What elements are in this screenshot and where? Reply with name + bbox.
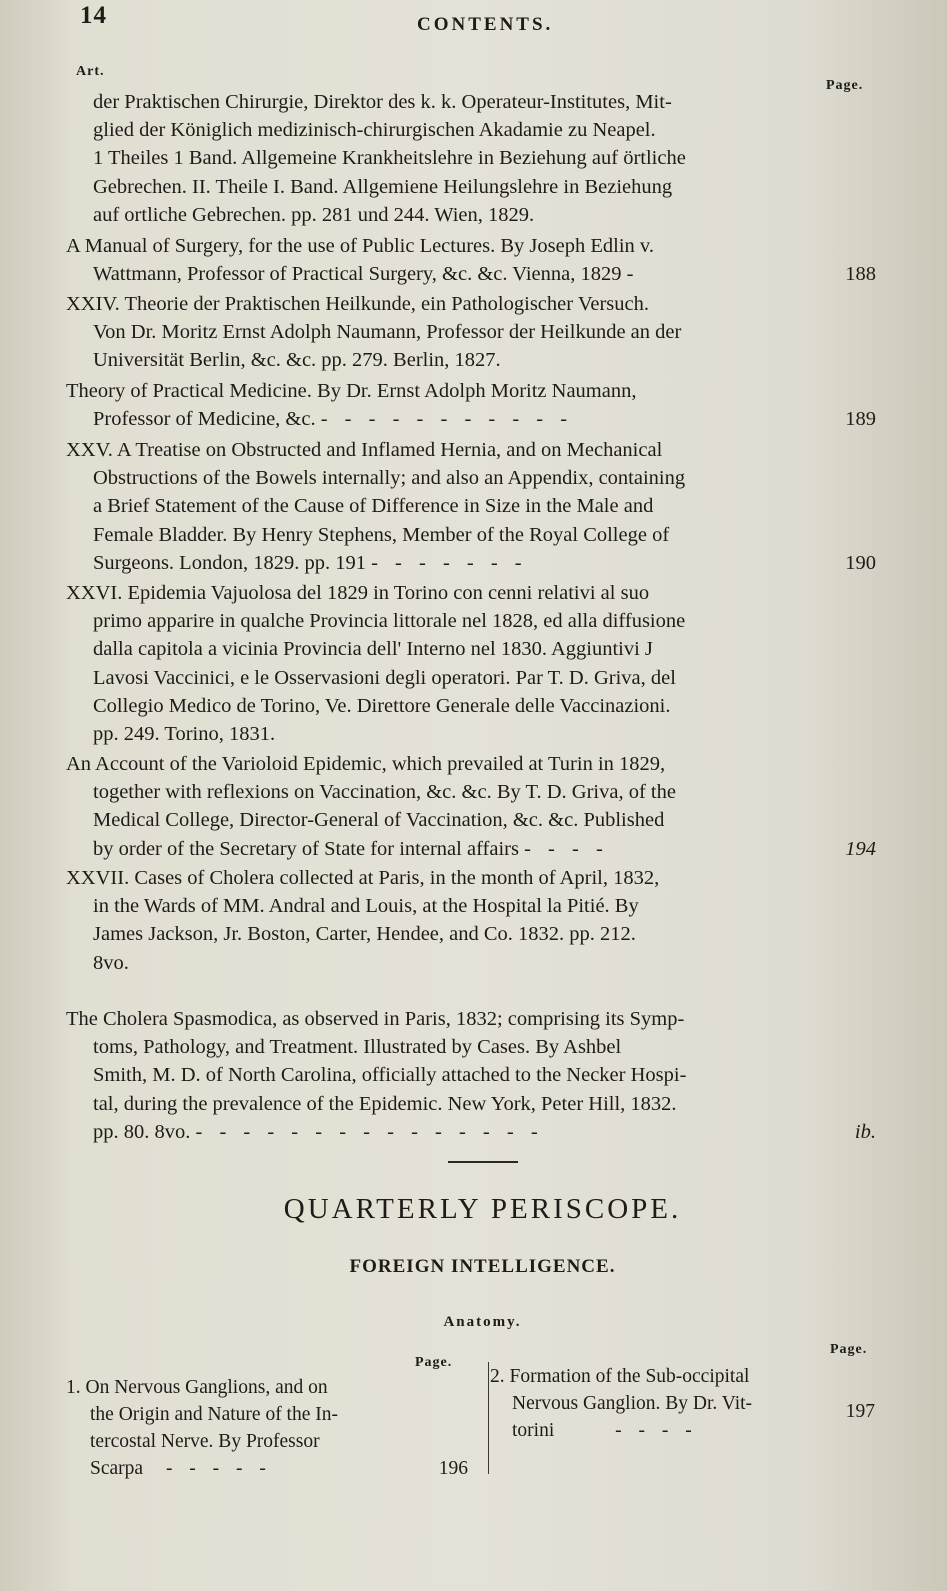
item-line: 1. On Nervous Ganglions, and on	[66, 1377, 328, 1398]
entry-line: XXVI. Epidemia Vajuolosa del 1829 in Torino con cenni relativi al suo	[66, 582, 650, 604]
entry-line-final	[66, 1118, 876, 1146]
entry-line: 1 Theiles 1 Band. Allgemeine Krankheitslehre in Beziehung auf örtliche	[93, 147, 686, 170]
entry-line: A Manual of Surgery, for the use of Public Lectures. By Joseph Edlin v.	[66, 235, 654, 257]
subsection-title: FOREIGN INTELLIGENCE.	[349, 1256, 616, 1277]
entry-line-final	[66, 549, 876, 577]
entry-line: Universität Berlin, &c. &c. pp. 279. Berlin, 1827.	[93, 349, 501, 372]
dot-leader: - - - - - - -	[371, 551, 528, 574]
entry-line: primo apparire in qualche Provincia littorale nel 1828, ed alla diffusione	[93, 610, 686, 633]
contents-entry	[66, 750, 876, 863]
item-line-final	[66, 1455, 476, 1482]
item-line-final	[490, 1417, 875, 1444]
right-page-label: Page.	[830, 1342, 868, 1357]
entry-line-final	[66, 835, 876, 863]
dot-leader: - - - -	[524, 837, 609, 860]
entry-line: Theory of Practical Medicine. By Dr. Ernst Adolph Moritz Naumann,	[66, 380, 637, 402]
page-ref: 190	[845, 551, 876, 574]
item-line-with-page	[490, 1390, 875, 1422]
running-head: CONTENTS.	[417, 14, 554, 35]
dot-leader: - - - - - - - - - - -	[320, 408, 574, 431]
dot-leader: - - - - -	[165, 1458, 272, 1479]
entry-line: Professor of Medicine, &c.	[93, 408, 316, 431]
section-title: QUARTERLY PERISCOPE.	[283, 1193, 682, 1225]
item-line: Nervous Ganglion. By Dr. Vit-	[512, 1393, 753, 1414]
entry-line: in the Wards of MM. Andral and Louis, at the Hospital la Pitié. By	[93, 895, 639, 918]
entry-line: An Account of the Varioloid Epidemic, which prevailed at Turin in 1829,	[66, 753, 666, 775]
category-heading: Anatomy.	[443, 1314, 522, 1330]
periscope-item-left	[66, 1374, 476, 1482]
page-ref: 197	[845, 1401, 875, 1422]
column-divider	[488, 1362, 489, 1474]
entry-line: XXV. A Treatise on Obstructed and Inflamed Hernia, and on Mechanical	[66, 439, 663, 461]
entry-line: pp. 249. Torino, 1831.	[93, 723, 276, 746]
entry-line: by order of the Secretary of State for internal affairs	[93, 837, 519, 860]
item-line: 2. Formation of the Sub-occipital	[490, 1366, 750, 1387]
section-divider	[448, 1161, 518, 1163]
entry-line: a Brief Statement of the Cause of Difference in Size in the Male and	[93, 495, 654, 518]
page-ref: ib.	[854, 1120, 876, 1143]
entry-line: Gebrechen. II. Theile I. Band. Allgemiene Heilungslehre in Beziehung	[93, 175, 673, 198]
entry-line: glied der Königlich medizinisch-chirurgischen Akadamie zu Neapel.	[93, 119, 656, 142]
entry-line: Obstructions of the Bowels internally; and also an Appendix, containing	[93, 467, 686, 490]
dot-leader: -	[626, 263, 640, 286]
page-ref: 194	[845, 837, 876, 860]
entry-line-final	[66, 260, 876, 288]
entry-line: Surgeons. London, 1829. pp. 191	[93, 551, 366, 574]
contents-entry	[66, 864, 876, 977]
entry-line: James Jackson, Jr. Boston, Carter, Hendee, and Co. 1832. pp. 212.	[93, 923, 636, 946]
entry-line: dalla capitola a vicinia Provincia dell' Interno nel 1830. Aggiuntivi J	[93, 638, 653, 661]
periscope-item-right	[490, 1363, 875, 1444]
entry-line: Collegio Medico de Torino, Ve. Direttore Generale delle Vaccinazioni.	[93, 694, 671, 717]
entry-line: Medical College, Director-General of Vaccination, &c. &c. Published	[93, 809, 665, 832]
entry-line: Female Bladder. By Henry Stephens, Member of the Royal College of	[93, 523, 670, 546]
entry-line: XXIV. Theorie der Praktischen Heilkunde, ein Pathologischer Versuch.	[66, 293, 649, 315]
entry-line: XXVII. Cases of Cholera collected at Paris, in the month of April, 1832,	[66, 867, 660, 889]
entry-line: The Cholera Spasmodica, as observed in Paris, 1832; comprising its Symp-	[66, 1008, 685, 1030]
item-line: Scarpa	[90, 1458, 144, 1479]
entry-line: Wattmann, Professor of Practical Surgery, &c. &c. Vienna, 1829	[93, 263, 622, 286]
left-page-label: Page.	[415, 1355, 453, 1370]
item-line: the Origin and Nature of the In-	[90, 1404, 338, 1425]
entry-line: pp. 80. 8vo.	[93, 1120, 191, 1143]
entry-line: 8vo.	[93, 951, 129, 974]
contents-entry	[66, 88, 876, 229]
entry-line: together with reflexions on Vaccination, &c. &c. By T. D. Griva, of the	[93, 781, 676, 804]
item-line: tercostal Nerve. By Professor	[90, 1431, 320, 1452]
contents-entry	[66, 436, 876, 577]
dot-leader: - - - -	[615, 1420, 698, 1441]
entry-line: Lavosi Vaccinici, e le Osservasioni degli operatori. Par T. D. Griva, del	[93, 666, 676, 689]
contents-entry	[66, 579, 876, 748]
entry-line: Von Dr. Moritz Ernst Adolph Naumann, Professor der Heilkunde an der	[93, 321, 682, 344]
art-column-label: Art.	[76, 64, 105, 79]
entry-line: tal, during the prevalence of the Epidemic. New York, Peter Hill, 1832.	[93, 1092, 677, 1115]
item-line: torini	[512, 1420, 555, 1441]
entry-line-final	[66, 405, 876, 433]
page-ref: 196	[438, 1458, 468, 1479]
dot-leader: - - - - - - - - - - - - - - -	[195, 1120, 544, 1143]
page-number: 14	[80, 2, 107, 29]
contents-entry	[66, 232, 876, 288]
page-ref: 189	[845, 408, 876, 431]
entry-line: toms, Pathology, and Treatment. Illustrated by Cases. By Ashbel	[93, 1036, 622, 1059]
entry-line: auf ortliche Gebrechen. pp. 281 und 244. Wien, 1829.	[93, 203, 535, 226]
entry-line: der Praktischen Chirurgie, Direktor des k. k. Operateur-Institutes, Mit-	[93, 91, 672, 113]
page-column-label: Page.	[826, 78, 864, 93]
page-ref: 188	[845, 263, 876, 286]
contents-entry	[66, 1005, 876, 1146]
entry-line: Smith, M. D. of North Carolina, officially attached to the Necker Hospi-	[93, 1064, 687, 1087]
contents-entry	[66, 290, 876, 375]
contents-entry	[66, 377, 876, 433]
